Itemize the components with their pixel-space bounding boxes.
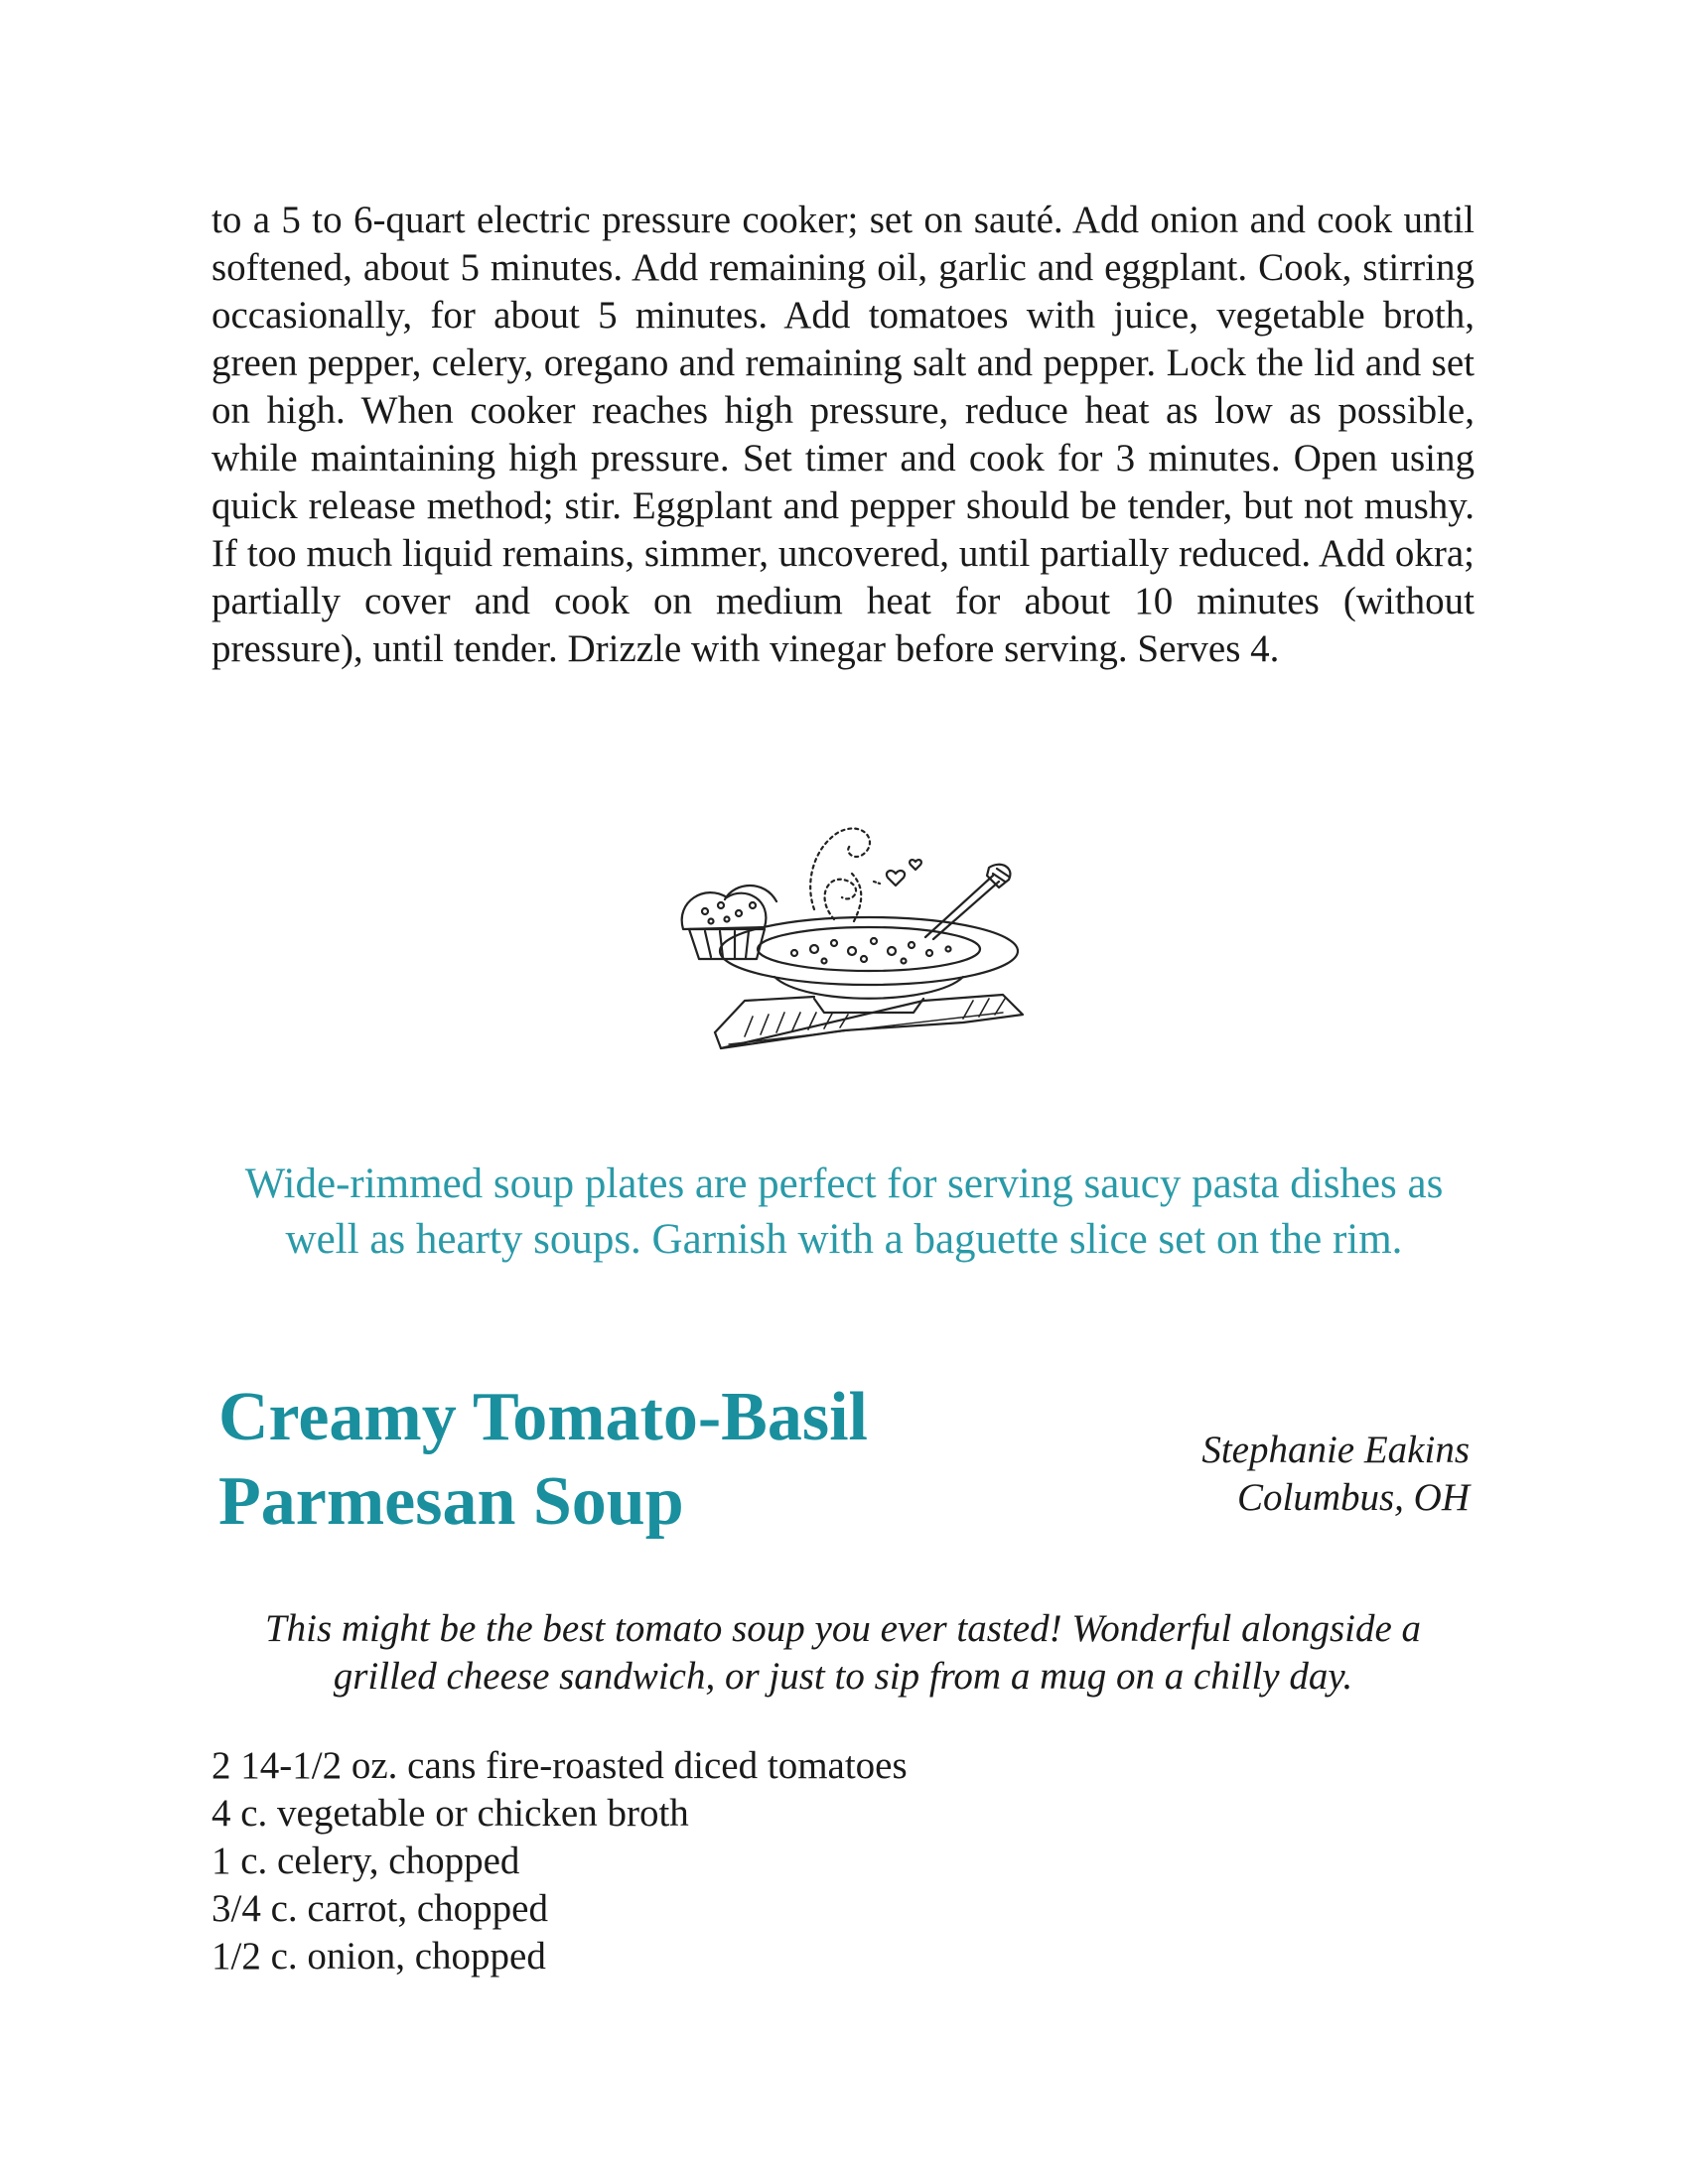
serving-tip: Wide-rimmed soup plates are perfect for serving saucy pasta dishes as well as hearty soups. Garnish with a baguette slice set on the rim.	[244, 1160, 1444, 1263]
ingredient-item: 4 c. vegetable or chicken broth	[211, 1792, 689, 1835]
ingredient-item: 3/4 c. carrot, chopped	[211, 1887, 548, 1930]
ingredient-item: 1/2 c. onion, chopped	[211, 1935, 546, 1978]
author-location: Columbus, OH	[1236, 1476, 1470, 1519]
instructions-paragraph: to a 5 to 6-quart electric pressure cooker; set on sauté. Add onion and cook until softened, about 5 minutes. Add remaining oil, garlic and eggplant. Cook, stirring occasionally, for about 5 minutes. Add tomatoes with juice, vegetable broth, green pepper, celery, oregano and remaining salt and pepper. Lock the lid and set on high. When cooker reaches high pressure, reduce heat as low as possible, while maintaining high pressure. Set timer and cook for 3 minutes. Open using quick release method; stir. Eggplant and pepper should be tender, but not mushy. If too much liquid remains, simmer, uncovered, until partially reduced. Add okra; partially cover and cook on medium heat for about 10 minutes (without pressure), until tender. Drizzle with vinegar before serving. Serves 4.	[211, 199, 1475, 670]
ingredient-list	[211, 1742, 1204, 1980]
recipe-title	[218, 1375, 973, 1544]
ingredient-item: 1 c. celery, chopped	[211, 1840, 520, 1882]
recipe-byline	[1053, 1427, 1470, 1522]
recipe-intro: This might be the best tomato soup you ever tasted! Wonderful alongside a grilled cheese sandwich, or just to sip from a mug on a chilly day.	[264, 1607, 1422, 1698]
ingredient-item: 2 14-1/2 oz. cans fire-roasted diced tomatoes	[211, 1744, 908, 1787]
recipe-title-line-2: Parmesan Soup	[218, 1463, 684, 1540]
author-name: Stephanie Eakins	[1201, 1429, 1470, 1471]
soup-bowl-illustration	[665, 802, 1043, 1062]
recipe-title-line-1: Creamy Tomato-Basil	[218, 1379, 868, 1455]
